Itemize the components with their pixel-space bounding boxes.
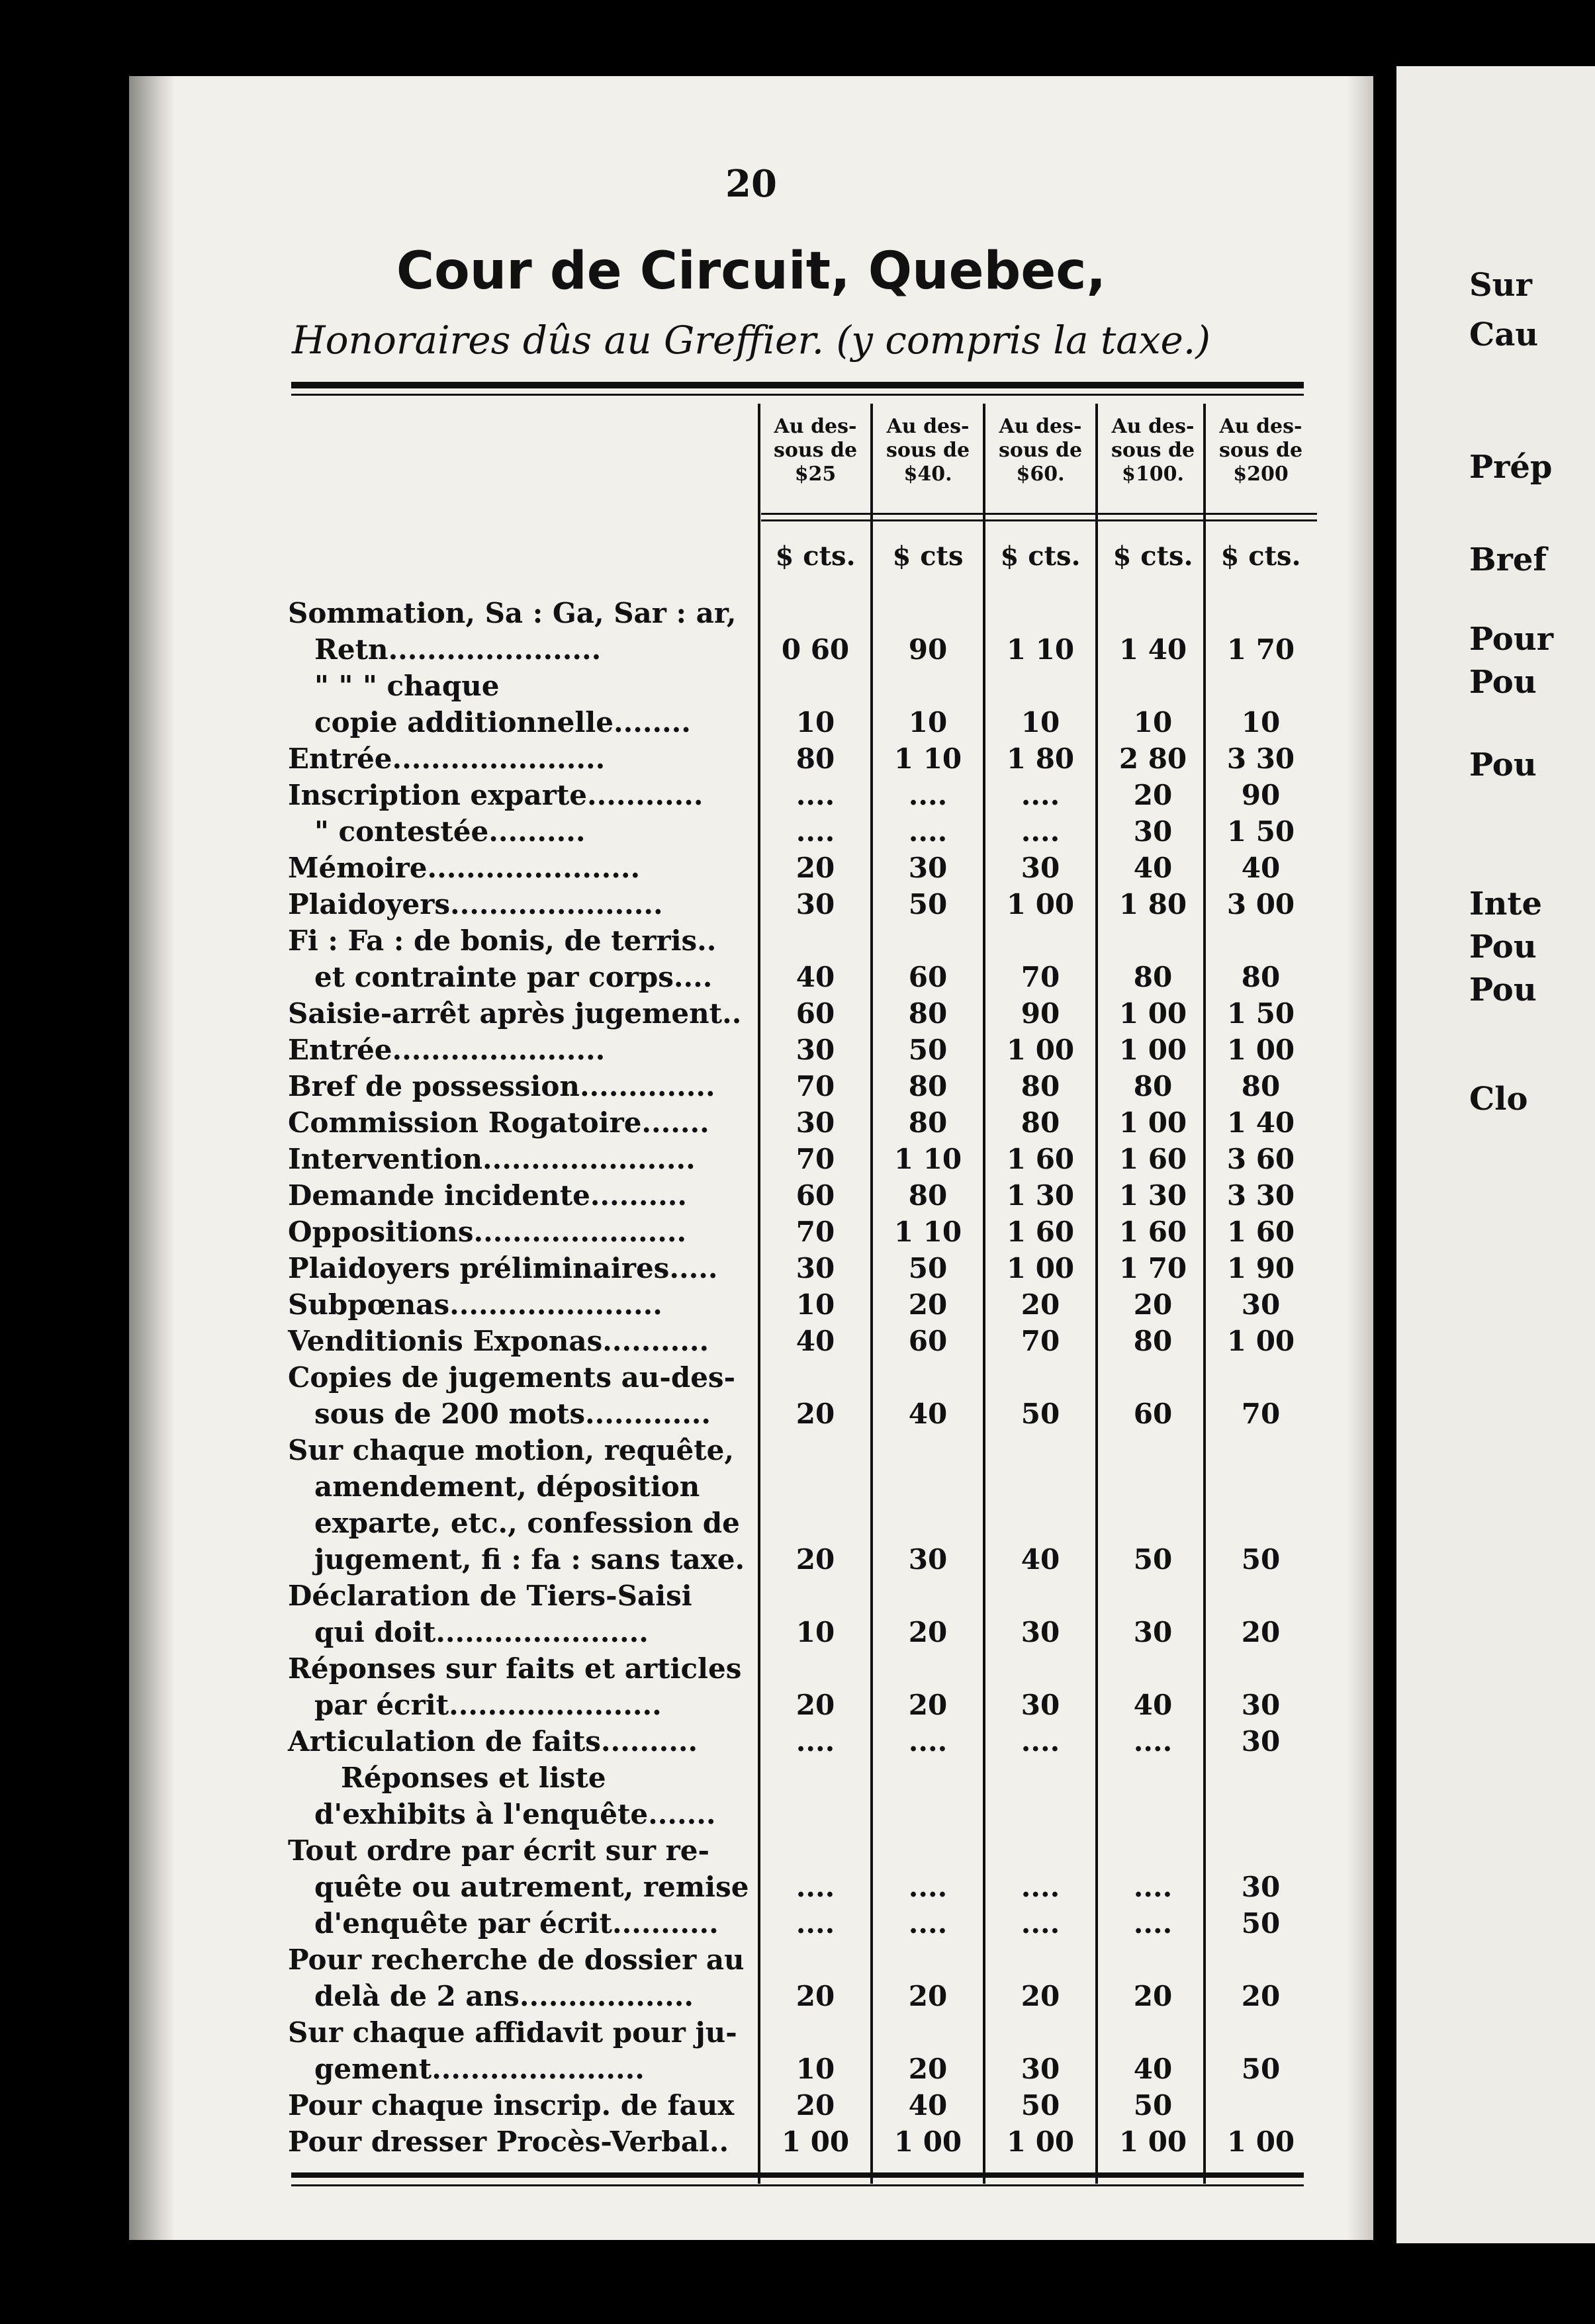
item-label-line: Entrée...................... — [288, 1034, 606, 1066]
fee-value: 30 — [1241, 1871, 1281, 1903]
fee-value: 30 — [796, 1106, 835, 1139]
fee-value: 30 — [1021, 1616, 1060, 1648]
fee-value: 20 — [1133, 779, 1173, 811]
fee-value: 3 30 — [1226, 742, 1295, 775]
item-label-line: Réponses sur faits et articles — [288, 1652, 742, 1685]
item-label-line: " " " chaque — [314, 670, 500, 702]
fee-value: 20 — [908, 1288, 948, 1321]
fee-value: 40 — [1241, 852, 1281, 884]
column-header — [986, 415, 1095, 486]
fee-value: .... — [1133, 1907, 1173, 1940]
fee-value: 1 80 — [1118, 888, 1187, 920]
adjacent-page-text: Pou — [1469, 746, 1537, 783]
fee-value: 20 — [796, 1980, 835, 2012]
fee-value: 1 60 — [1006, 1143, 1075, 1175]
fee-value: 70 — [1021, 1325, 1060, 1357]
adjacent-page-text: Sur — [1469, 267, 1532, 304]
fee-value: .... — [908, 815, 948, 848]
fee-value: 1 70 — [1226, 633, 1295, 666]
fee-value: 1 00 — [1226, 1034, 1295, 1066]
fee-value: 10 — [908, 706, 948, 738]
fee-value: 80 — [908, 997, 948, 1030]
item-label-line: sous de 200 mots............. — [314, 1398, 711, 1430]
fee-value: 80 — [1241, 1070, 1281, 1102]
fee-value: 1 40 — [1118, 633, 1187, 666]
column-header-amount: $100. — [1122, 463, 1184, 486]
fee-value: 20 — [908, 1616, 948, 1648]
fee-value: 80 — [1133, 961, 1173, 993]
fee-value: 30 — [796, 1252, 835, 1284]
item-label-line: Mémoire...................... — [288, 852, 641, 884]
fee-value: 1 00 — [1006, 1252, 1075, 1284]
adjacent-page-text: Inte — [1469, 885, 1543, 922]
item-label-line: Oppositions...................... — [288, 1216, 687, 1248]
fee-value: 10 — [1133, 706, 1173, 738]
fee-value: 1 50 — [1226, 997, 1295, 1030]
column-header — [1207, 415, 1315, 486]
fee-value: 20 — [1133, 1980, 1173, 2012]
fee-value: 1 40 — [1226, 1106, 1295, 1139]
adjacent-page-text: Prép — [1469, 449, 1553, 486]
fee-value: 10 — [796, 1616, 835, 1648]
book-page — [129, 76, 1373, 2240]
fee-value: 40 — [908, 1398, 948, 1430]
fee-value: 1 00 — [893, 2125, 962, 2158]
column-header-line: Au des- — [886, 415, 970, 438]
fee-value: 1 10 — [893, 1143, 962, 1175]
item-label-line: Plaidoyers préliminaires..... — [288, 1252, 718, 1284]
fee-value: 70 — [1021, 961, 1060, 993]
column-header-amount: $25 — [794, 463, 837, 486]
item-label-line: Intervention...................... — [288, 1143, 696, 1175]
column-header-line: Au des- — [1111, 415, 1195, 438]
adjacent-page — [1396, 66, 1595, 2243]
fee-value: 1 00 — [1226, 2125, 1295, 2158]
column-rule — [1095, 404, 1098, 2184]
fee-value: 50 — [908, 1252, 948, 1284]
footer-rule-thin — [291, 2184, 1304, 2186]
item-label-line: d'exhibits à l'enquête....... — [314, 1798, 716, 1830]
fee-value: 40 — [1133, 1689, 1173, 1721]
fee-value: 20 — [796, 2089, 835, 2122]
column-header — [874, 415, 982, 486]
item-label-line: jugement, fi : fa : sans taxe. — [314, 1543, 745, 1576]
fee-value: 30 — [1133, 815, 1173, 848]
fee-value: 80 — [908, 1070, 948, 1102]
fee-value: 80 — [908, 1179, 948, 1212]
fee-value: 70 — [796, 1216, 835, 1248]
adjacent-page-text: Pou — [1469, 928, 1537, 965]
fee-value: 0 60 — [781, 633, 850, 666]
item-label-line: Saisie-arrêt après jugement.. — [288, 997, 742, 1030]
fee-value: 20 — [1241, 1616, 1281, 1648]
column-header-amount: $40. — [903, 463, 952, 486]
fee-value: 50 — [1021, 2089, 1060, 2122]
fee-value: 30 — [1241, 1288, 1281, 1321]
fee-value: 20 — [1021, 1980, 1060, 2012]
item-label-line: Sur chaque motion, requête, — [288, 1434, 735, 1466]
item-label-line: Réponses et liste — [341, 1762, 606, 1794]
item-label-line: d'enquête par écrit........... — [314, 1907, 719, 1940]
unit-label: $ cts — [892, 541, 964, 572]
fee-value: 50 — [908, 1034, 948, 1066]
fee-value: 1 00 — [1118, 1034, 1187, 1066]
column-header-line: Au des- — [1219, 415, 1302, 438]
item-label-line: Venditionis Exponas........... — [288, 1325, 709, 1357]
item-label-line: quête ou autrement, remise — [314, 1871, 749, 1903]
fee-value: 1 70 — [1118, 1252, 1187, 1284]
column-header-line: sous de — [1111, 439, 1195, 462]
fee-value: .... — [908, 1871, 948, 1903]
fee-value: 30 — [1133, 1616, 1173, 1648]
fee-value: 10 — [1021, 706, 1060, 738]
column-header — [1099, 415, 1207, 486]
title-rule-thin — [291, 394, 1304, 396]
fee-value: 1 00 — [781, 2125, 850, 2158]
adjacent-page-text: Cau — [1469, 316, 1539, 353]
fee-value: 1 00 — [1118, 997, 1187, 1030]
fee-value: 60 — [908, 961, 948, 993]
fee-value: 10 — [796, 1288, 835, 1321]
page-edge-shadow — [1347, 76, 1373, 2240]
fee-value: 1 60 — [1006, 1216, 1075, 1248]
fee-value: 10 — [796, 2053, 835, 2085]
item-label-line: Subpœnas...................... — [288, 1288, 662, 1321]
fee-value: 3 00 — [1226, 888, 1295, 920]
item-label-line: Pour dresser Procès-Verbal.. — [288, 2125, 729, 2158]
fee-value: 3 30 — [1226, 1179, 1295, 1212]
fee-value: 1 30 — [1118, 1179, 1187, 1212]
item-label-line: Copies de jugements au-des- — [288, 1361, 735, 1394]
fee-value: 1 30 — [1006, 1179, 1075, 1212]
fee-value: 10 — [1241, 706, 1281, 738]
fee-value: 80 — [908, 1106, 948, 1139]
fee-value: .... — [1021, 815, 1060, 848]
fee-value: 90 — [908, 633, 948, 666]
fee-value: 50 — [908, 888, 948, 920]
page-number: 20 — [725, 162, 777, 206]
fee-value: 20 — [908, 2053, 948, 2085]
fee-value: 1 60 — [1118, 1216, 1187, 1248]
fee-value: 1 00 — [1118, 2125, 1187, 2158]
column-header — [761, 415, 870, 486]
fee-value: 40 — [908, 2089, 948, 2122]
fee-value: 1 00 — [1118, 1106, 1187, 1139]
column-header-amount: $200 — [1233, 463, 1289, 486]
item-label-line: Articulation de faits.......... — [288, 1725, 698, 1758]
fee-value: .... — [796, 1725, 835, 1758]
fee-value: 20 — [908, 1980, 948, 2012]
fee-value: 30 — [908, 852, 948, 884]
fee-value: .... — [1133, 1871, 1173, 1903]
fee-value: 60 — [796, 1179, 835, 1212]
item-label-line: Tout ordre par écrit sur re- — [288, 1834, 709, 1867]
adjacent-page-text: Clo — [1469, 1081, 1528, 1118]
fee-value: 40 — [1133, 2053, 1173, 2085]
fee-value: 50 — [1241, 1907, 1281, 1940]
fee-value: .... — [1021, 1907, 1060, 1940]
fee-value: 1 10 — [893, 742, 962, 775]
unit-label: $ cts. — [1220, 541, 1301, 572]
fee-value: 80 — [1133, 1070, 1173, 1102]
fee-value: .... — [796, 1871, 835, 1903]
column-header-line: Au des- — [999, 415, 1082, 438]
item-label-line: Pour chaque inscrip. de faux — [288, 2089, 735, 2122]
fee-value: .... — [908, 1725, 948, 1758]
fee-value: 60 — [908, 1325, 948, 1357]
item-label-line: amendement, déposition — [314, 1470, 700, 1503]
fee-value: 90 — [1021, 997, 1060, 1030]
item-label-line: qui doit...................... — [314, 1616, 649, 1648]
fee-value: 1 50 — [1226, 815, 1295, 848]
fee-value: 3 60 — [1226, 1143, 1295, 1175]
fee-value: 1 00 — [1006, 888, 1075, 920]
fee-value: 30 — [1021, 852, 1060, 884]
fee-value: 20 — [1241, 1980, 1281, 2012]
footer-rule-thick — [291, 2172, 1304, 2178]
fee-value: 40 — [796, 961, 835, 993]
header-rule — [761, 513, 1317, 515]
item-label-line: exparte, etc., confession de — [314, 1507, 740, 1539]
fee-value: 70 — [796, 1143, 835, 1175]
fee-value: 40 — [796, 1325, 835, 1357]
adjacent-page-text: Pour — [1469, 621, 1554, 658]
fee-value: 1 60 — [1118, 1143, 1187, 1175]
item-label-line: Demande incidente.......... — [288, 1179, 688, 1212]
item-label-line: Déclaration de Tiers-Saisi — [288, 1580, 692, 1612]
fee-value: 40 — [1133, 852, 1173, 884]
header-rule — [761, 519, 1317, 521]
fee-value: 60 — [1133, 1398, 1173, 1430]
item-label-line: gement...................... — [314, 2053, 645, 2085]
item-label-line: Fi : Fa : de bonis, de terris.. — [288, 924, 717, 957]
unit-label: $ cts. — [1113, 541, 1193, 572]
fee-value: 20 — [908, 1689, 948, 1721]
fee-value: 1 10 — [1006, 633, 1075, 666]
fee-value: 1 00 — [1006, 1034, 1075, 1066]
fee-value: 1 90 — [1226, 1252, 1295, 1284]
item-label-line: et contrainte par corps.... — [314, 961, 713, 993]
unit-label: $ cts. — [775, 541, 856, 572]
item-label-line: Bref de possession.............. — [288, 1070, 715, 1102]
fee-value: 30 — [908, 1543, 948, 1576]
fee-value: .... — [1133, 1725, 1173, 1758]
fee-value: 1 00 — [1006, 2125, 1075, 2158]
item-label-line: " contestée.......... — [314, 815, 586, 848]
adjacent-page-text: Pou — [1469, 664, 1537, 701]
fee-value: 20 — [1021, 1288, 1060, 1321]
fee-value: 1 00 — [1226, 1325, 1295, 1357]
fee-value: 30 — [1241, 1689, 1281, 1721]
fee-value: .... — [1021, 1871, 1060, 1903]
fee-value: 20 — [796, 1398, 835, 1430]
item-label-line: delà de 2 ans.................. — [314, 1980, 694, 2012]
fee-value: 50 — [1021, 1398, 1060, 1430]
fee-value: .... — [796, 1907, 835, 1940]
item-label-line: Entrée...................... — [288, 742, 606, 775]
fee-value: 30 — [796, 888, 835, 920]
fee-value: .... — [908, 779, 948, 811]
fee-value: .... — [908, 1907, 948, 1940]
fee-value: .... — [1021, 779, 1060, 811]
fee-value: 50 — [1133, 2089, 1173, 2122]
item-label-line: Retn...................... — [314, 633, 602, 666]
item-label-line: Inscription exparte............ — [288, 779, 704, 811]
item-label-line: par écrit...................... — [314, 1689, 662, 1721]
fee-value: 60 — [796, 997, 835, 1030]
fee-value: 30 — [796, 1034, 835, 1066]
fee-value: 80 — [1021, 1106, 1060, 1139]
page-gutter-shadow — [129, 76, 175, 2240]
fee-value: 1 10 — [893, 1216, 962, 1248]
title-rule-thick — [291, 382, 1304, 388]
column-header-line: Au des- — [774, 415, 857, 438]
item-label-line: Plaidoyers...................... — [288, 888, 663, 920]
item-label-line: Sur chaque affidavit pour ju- — [288, 2016, 737, 2049]
fee-value: 20 — [796, 1543, 835, 1576]
item-label-line: Commission Rogatoire....... — [288, 1106, 709, 1139]
page-title: Cour de Circuit, Quebec, — [396, 242, 1107, 301]
item-label-line: Sommation, Sa : Ga, Sar : ar, — [288, 597, 737, 629]
column-header-line: sous de — [886, 439, 970, 462]
page-subtitle: Honoraires dûs au Greffier. (y compris la taxe.) — [292, 318, 1210, 363]
column-header-line: sous de — [773, 439, 858, 462]
fee-value: 80 — [1241, 961, 1281, 993]
fee-value: 80 — [796, 742, 835, 775]
fee-value: 90 — [1241, 779, 1281, 811]
column-header-amount: $60. — [1016, 463, 1065, 486]
fee-value: 1 80 — [1006, 742, 1075, 775]
fee-value: 50 — [1241, 2053, 1281, 2085]
fee-value: 30 — [1241, 1725, 1281, 1758]
column-header-line: sous de — [998, 439, 1083, 462]
unit-label: $ cts. — [1000, 541, 1081, 572]
item-label-line: Pour recherche de dossier au — [288, 1944, 745, 1976]
adjacent-page-text: Bref — [1469, 541, 1547, 578]
fee-value: 30 — [1021, 1689, 1060, 1721]
fee-value: 1 60 — [1226, 1216, 1295, 1248]
fee-value: .... — [796, 815, 835, 848]
fee-value: .... — [1021, 1725, 1060, 1758]
adjacent-page-text: Pou — [1469, 971, 1537, 1008]
column-header-line: sous de — [1218, 439, 1303, 462]
fee-value: 80 — [1021, 1070, 1060, 1102]
fee-value: 70 — [1241, 1398, 1281, 1430]
fee-value: 40 — [1021, 1543, 1060, 1576]
fee-value: 50 — [1133, 1543, 1173, 1576]
fee-value: 30 — [1021, 2053, 1060, 2085]
fee-value: 20 — [796, 852, 835, 884]
fee-value: 2 80 — [1118, 742, 1187, 775]
fee-value: 20 — [1133, 1288, 1173, 1321]
fee-value: 70 — [796, 1070, 835, 1102]
item-label-line: copie additionnelle........ — [314, 706, 691, 738]
fee-value: 50 — [1241, 1543, 1281, 1576]
fee-value: 10 — [796, 706, 835, 738]
fee-value: 80 — [1133, 1325, 1173, 1357]
fee-value: .... — [796, 779, 835, 811]
fee-value: 20 — [796, 1689, 835, 1721]
column-rule — [983, 404, 985, 2184]
